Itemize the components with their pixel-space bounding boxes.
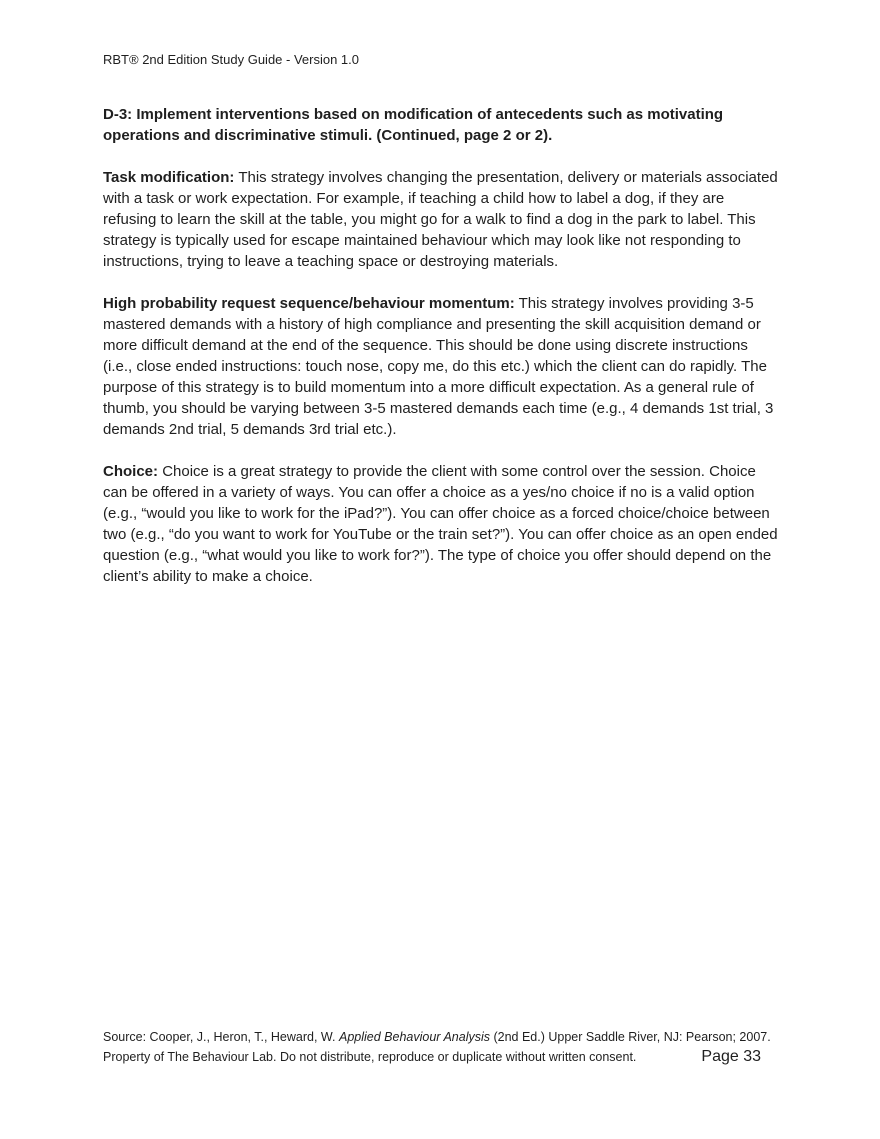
source-citation-suffix: (2nd Ed.) Upper Saddle River, NJ: Pearson; 2007. bbox=[490, 1030, 771, 1044]
text-high-probability: This strategy involves providing 3-5 mastered demands with a history of high compliance and presenting the skill acquisition demand or more difficult demand at the end of the sequence. This should be done using discrete instructions (i.e., close ended instructions: touch nose, copy me, do this etc.) which the client can do rapidly. The purpose of this strategy is to build momentum into a more difficult expectation. As a general rule of thumb, you should be varying between 3-5 mastered demands each time (e.g., 4 demands 1st trial, 3 demands 2nd trial, 5 demands 3rd trial etc.). bbox=[103, 295, 774, 438]
document-body bbox=[103, 104, 779, 608]
section-heading: D-3: Implement interventions based on modification of antecedents such as motivating operations and discriminative stimuli. (Continued, page 2 or 2). bbox=[103, 106, 724, 144]
term-task-modification: Task modification: bbox=[103, 169, 235, 186]
footer-row bbox=[103, 1047, 779, 1067]
property-notice: Property of The Behaviour Lab. Do not distribute, reproduce or duplicate without written consent. bbox=[103, 1050, 637, 1064]
document-footer bbox=[103, 1028, 779, 1067]
source-citation bbox=[103, 1028, 779, 1047]
source-citation-title: Applied Behaviour Analysis bbox=[338, 1030, 490, 1044]
text-task-modification: This strategy involves changing the presentation, delivery or materials associated with a task or work expectation. For example, if teaching a child how to label a dog, if they are refusing to learn the skill at the table, you might go for a walk to find a dog in the park to label. This strategy is typically used for escape maintained behaviour which may look like not responding to instructions, trying to leave a teaching space or destroying materials. bbox=[103, 169, 778, 270]
term-choice: Choice: bbox=[103, 463, 159, 480]
paragraph-high-probability bbox=[103, 293, 779, 440]
paragraph-task-modification bbox=[103, 167, 779, 272]
page-number: Page 33 bbox=[701, 1048, 761, 1065]
document-header: RBT® 2nd Edition Study Guide - Version 1.0 bbox=[103, 52, 359, 67]
source-citation-prefix: Source: Cooper, J., Heron, T., Heward, W. bbox=[103, 1030, 339, 1044]
term-high-probability: High probability request sequence/behaviour momentum: bbox=[103, 295, 515, 312]
text-choice: Choice is a great strategy to provide the client with some control over the session. Choice can be offered in a variety of ways. You can offer a choice as a yes/no choice if no is a valid option (e.g., “would you like to work for the iPad?”). You can offer choice as a forced choice/choice between two (e.g., “do you want to work for YouTube or the train set?”). You can offer choice as an open ended question (e.g., “what would you like to work for?”). The type of choice you offer should depend on the client’s ability to make a choice. bbox=[103, 463, 778, 585]
paragraph-choice bbox=[103, 461, 779, 587]
